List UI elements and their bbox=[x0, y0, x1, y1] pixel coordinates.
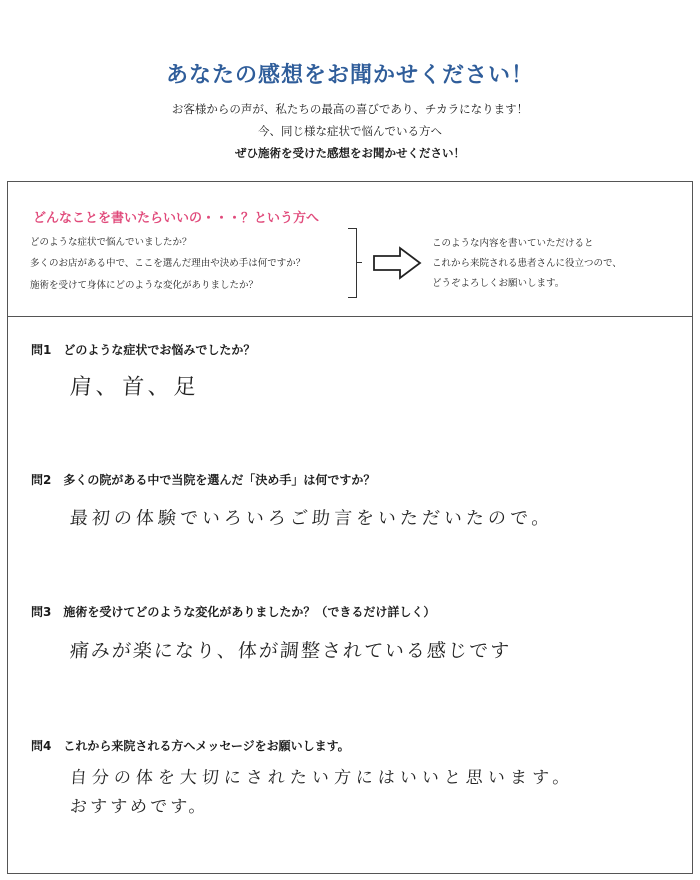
answer-3: 痛みが楽になり、体が調整されている感じです bbox=[69, 640, 512, 662]
section-divider bbox=[7, 316, 693, 317]
answer-2: 最初の体験でいろいろご助言をいただいたので。 bbox=[69, 508, 555, 529]
intro-line-2: 今、同じ様な症状で悩んでいる方へ bbox=[258, 124, 442, 138]
guide-question-3: 施術を受けて身体にどのような変化がありましたか？ bbox=[30, 280, 259, 291]
bracket-tick bbox=[356, 262, 362, 263]
intro-line-1: お客様からの声が、私たちの最高の喜びであり、チカラになります！ bbox=[171, 102, 529, 116]
page-title: あなたの感想をお聞かせください！ bbox=[165, 63, 534, 88]
answer-4-line-1: 自分の体を大切にされたい方にはいいと思います。 bbox=[69, 768, 576, 788]
intro-line-3: ぜひ施術を受けた感想をお聞かせください！ bbox=[235, 146, 465, 160]
question-2: 問2 多くの院がある中で当院を選んだ「決め手」は何ですか？ bbox=[31, 473, 376, 487]
guide-question-1: どのような症状で悩んでいましたか？ bbox=[30, 237, 192, 248]
answer-4-line-2: おすすめです。 bbox=[69, 797, 210, 817]
right-arrow-icon bbox=[372, 246, 422, 280]
answer-1: 肩、首、足 bbox=[68, 375, 201, 400]
bracket bbox=[348, 228, 357, 298]
guide-result-2: これから来院される患者さんに役立つので、 bbox=[432, 258, 622, 269]
question-4: 問4 これから来院される方へメッセージをお願いします。 bbox=[31, 739, 350, 753]
guide-result-1: このような内容を書いていただけると bbox=[432, 238, 594, 249]
question-3: 問3 施術を受けてどのような変化がありましたか？（できるだけ詳しく） bbox=[31, 605, 436, 619]
guide-question-2: 多くのお店がある中で、ここを選んだ理由や決め手は何ですか？ bbox=[30, 258, 306, 269]
guide-result-3: どうぞよろしくお願いします。 bbox=[432, 278, 565, 289]
guide-title: どんなことを書いたらいいの・・・？という方へ bbox=[33, 211, 320, 226]
question-1: 問1 どのような症状でお悩みでしたか？ bbox=[31, 343, 256, 357]
